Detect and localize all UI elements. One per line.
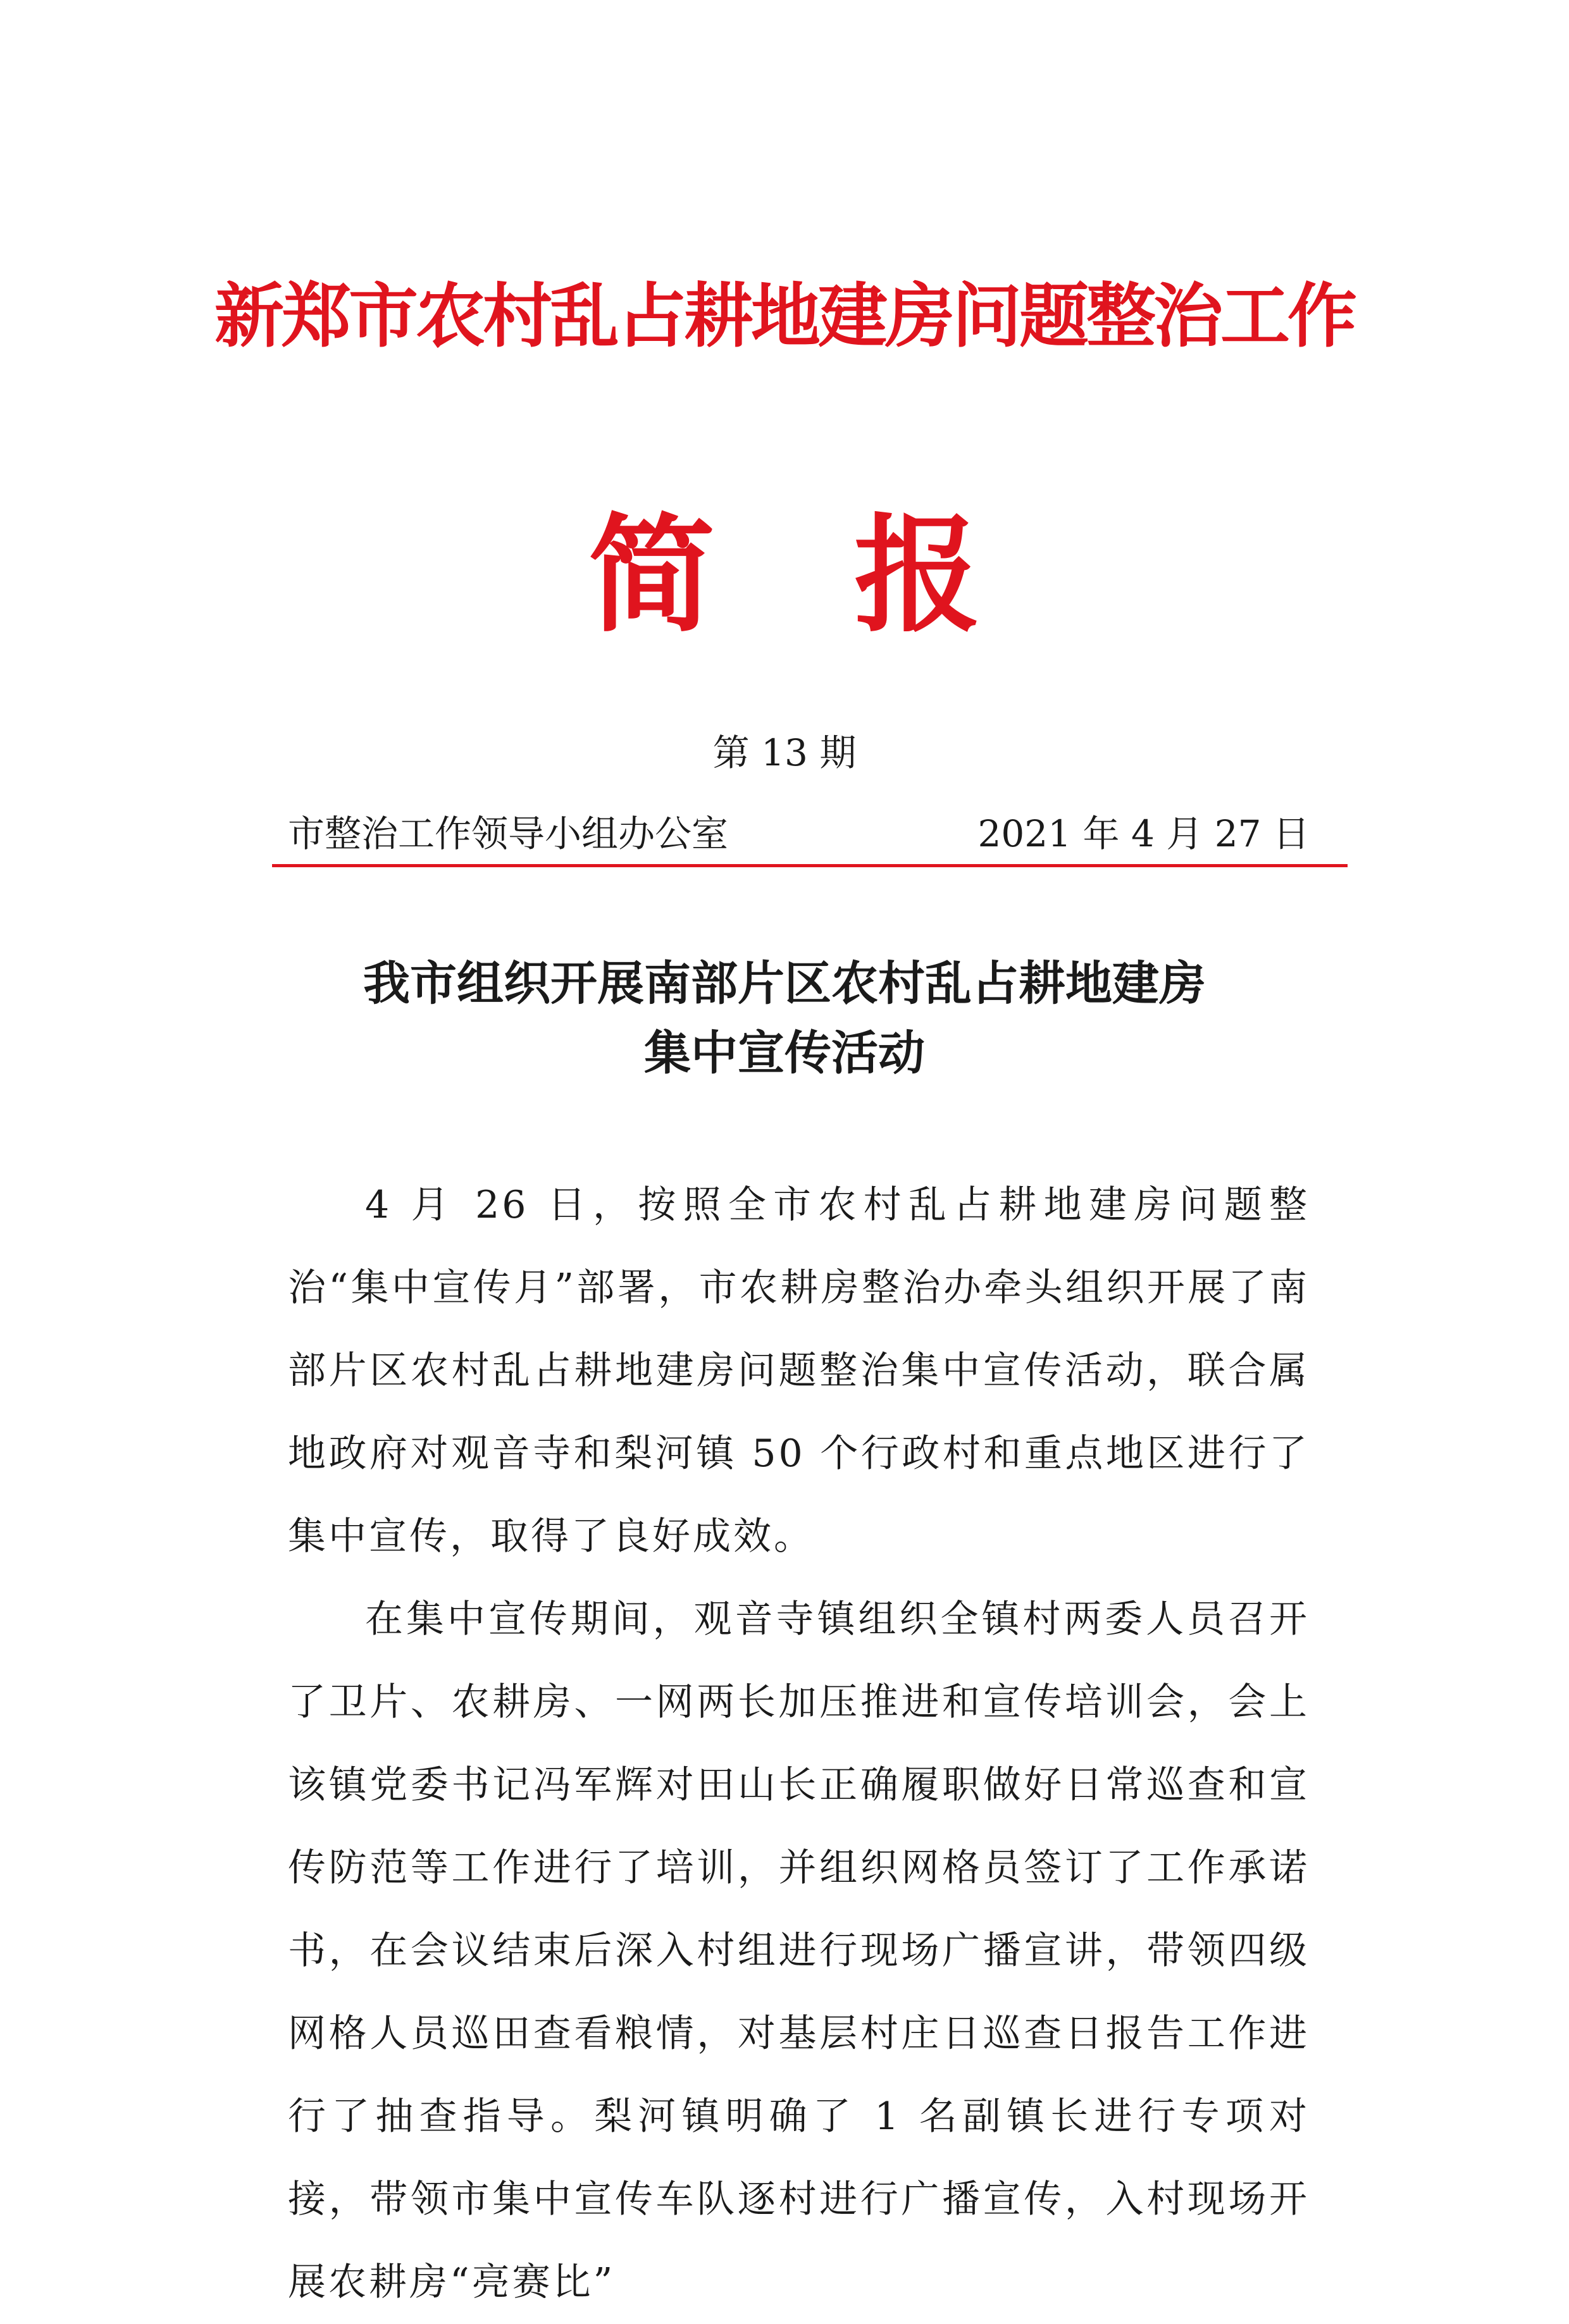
issuer-date-row	[288, 808, 1310, 859]
headline-line-1: 我市组织开展南部片区农村乱占耕地建房	[363, 956, 1206, 1011]
issue-number: 第 13 期	[712, 731, 857, 774]
body-paragraph-2: 在集中宣传期间，观音寺镇组织全镇村两委人员召开了卫片、农耕房、一网两长加压推进和宣传培训会，会上该镇党委书记冯军辉对田山长正确履职做好日常巡查和宣传防范等工作进行了培训，并组织网格员签订了工作承诺书，在会议结束后深入村组进行现场广播宣讲，带领四级网格人员巡田查看粮情，对基层村庄日巡查日报告工作进行了抽查指导。梨河镇明确了 1 名副镇长进行专项对接，带领市集中宣传车队逐村进行广播宣传，入村现场开展农耕房“亮赛比”	[288, 1597, 1310, 2304]
issuer-name: 市整治工作领导小组办公室	[288, 812, 729, 855]
body-paragraph-1: 4 月 26 日，按照全市农村乱占耕地建房问题整治“集中宣传月”部署，市农耕房整治办牵头组织开展了南部片区农村乱占耕地建房问题整治集中宣传活动，联合属地政府对观音寺和梨河镇 50 个行政村和重点地区进行了集中宣传，取得了良好成效。	[288, 1183, 1310, 1559]
article-body	[288, 1164, 1310, 2324]
issue-date: 2021 年 4 月 27 日	[977, 812, 1310, 855]
article-headline	[0, 949, 1569, 1088]
headline-line-2: 集中宣传活动	[644, 1026, 925, 1080]
masthead-subtitle: 简报	[588, 501, 1120, 650]
masthead-title: 新郑市农村乱占耕地建房问题整治工作	[214, 276, 1355, 357]
red-divider-line	[272, 864, 1348, 867]
